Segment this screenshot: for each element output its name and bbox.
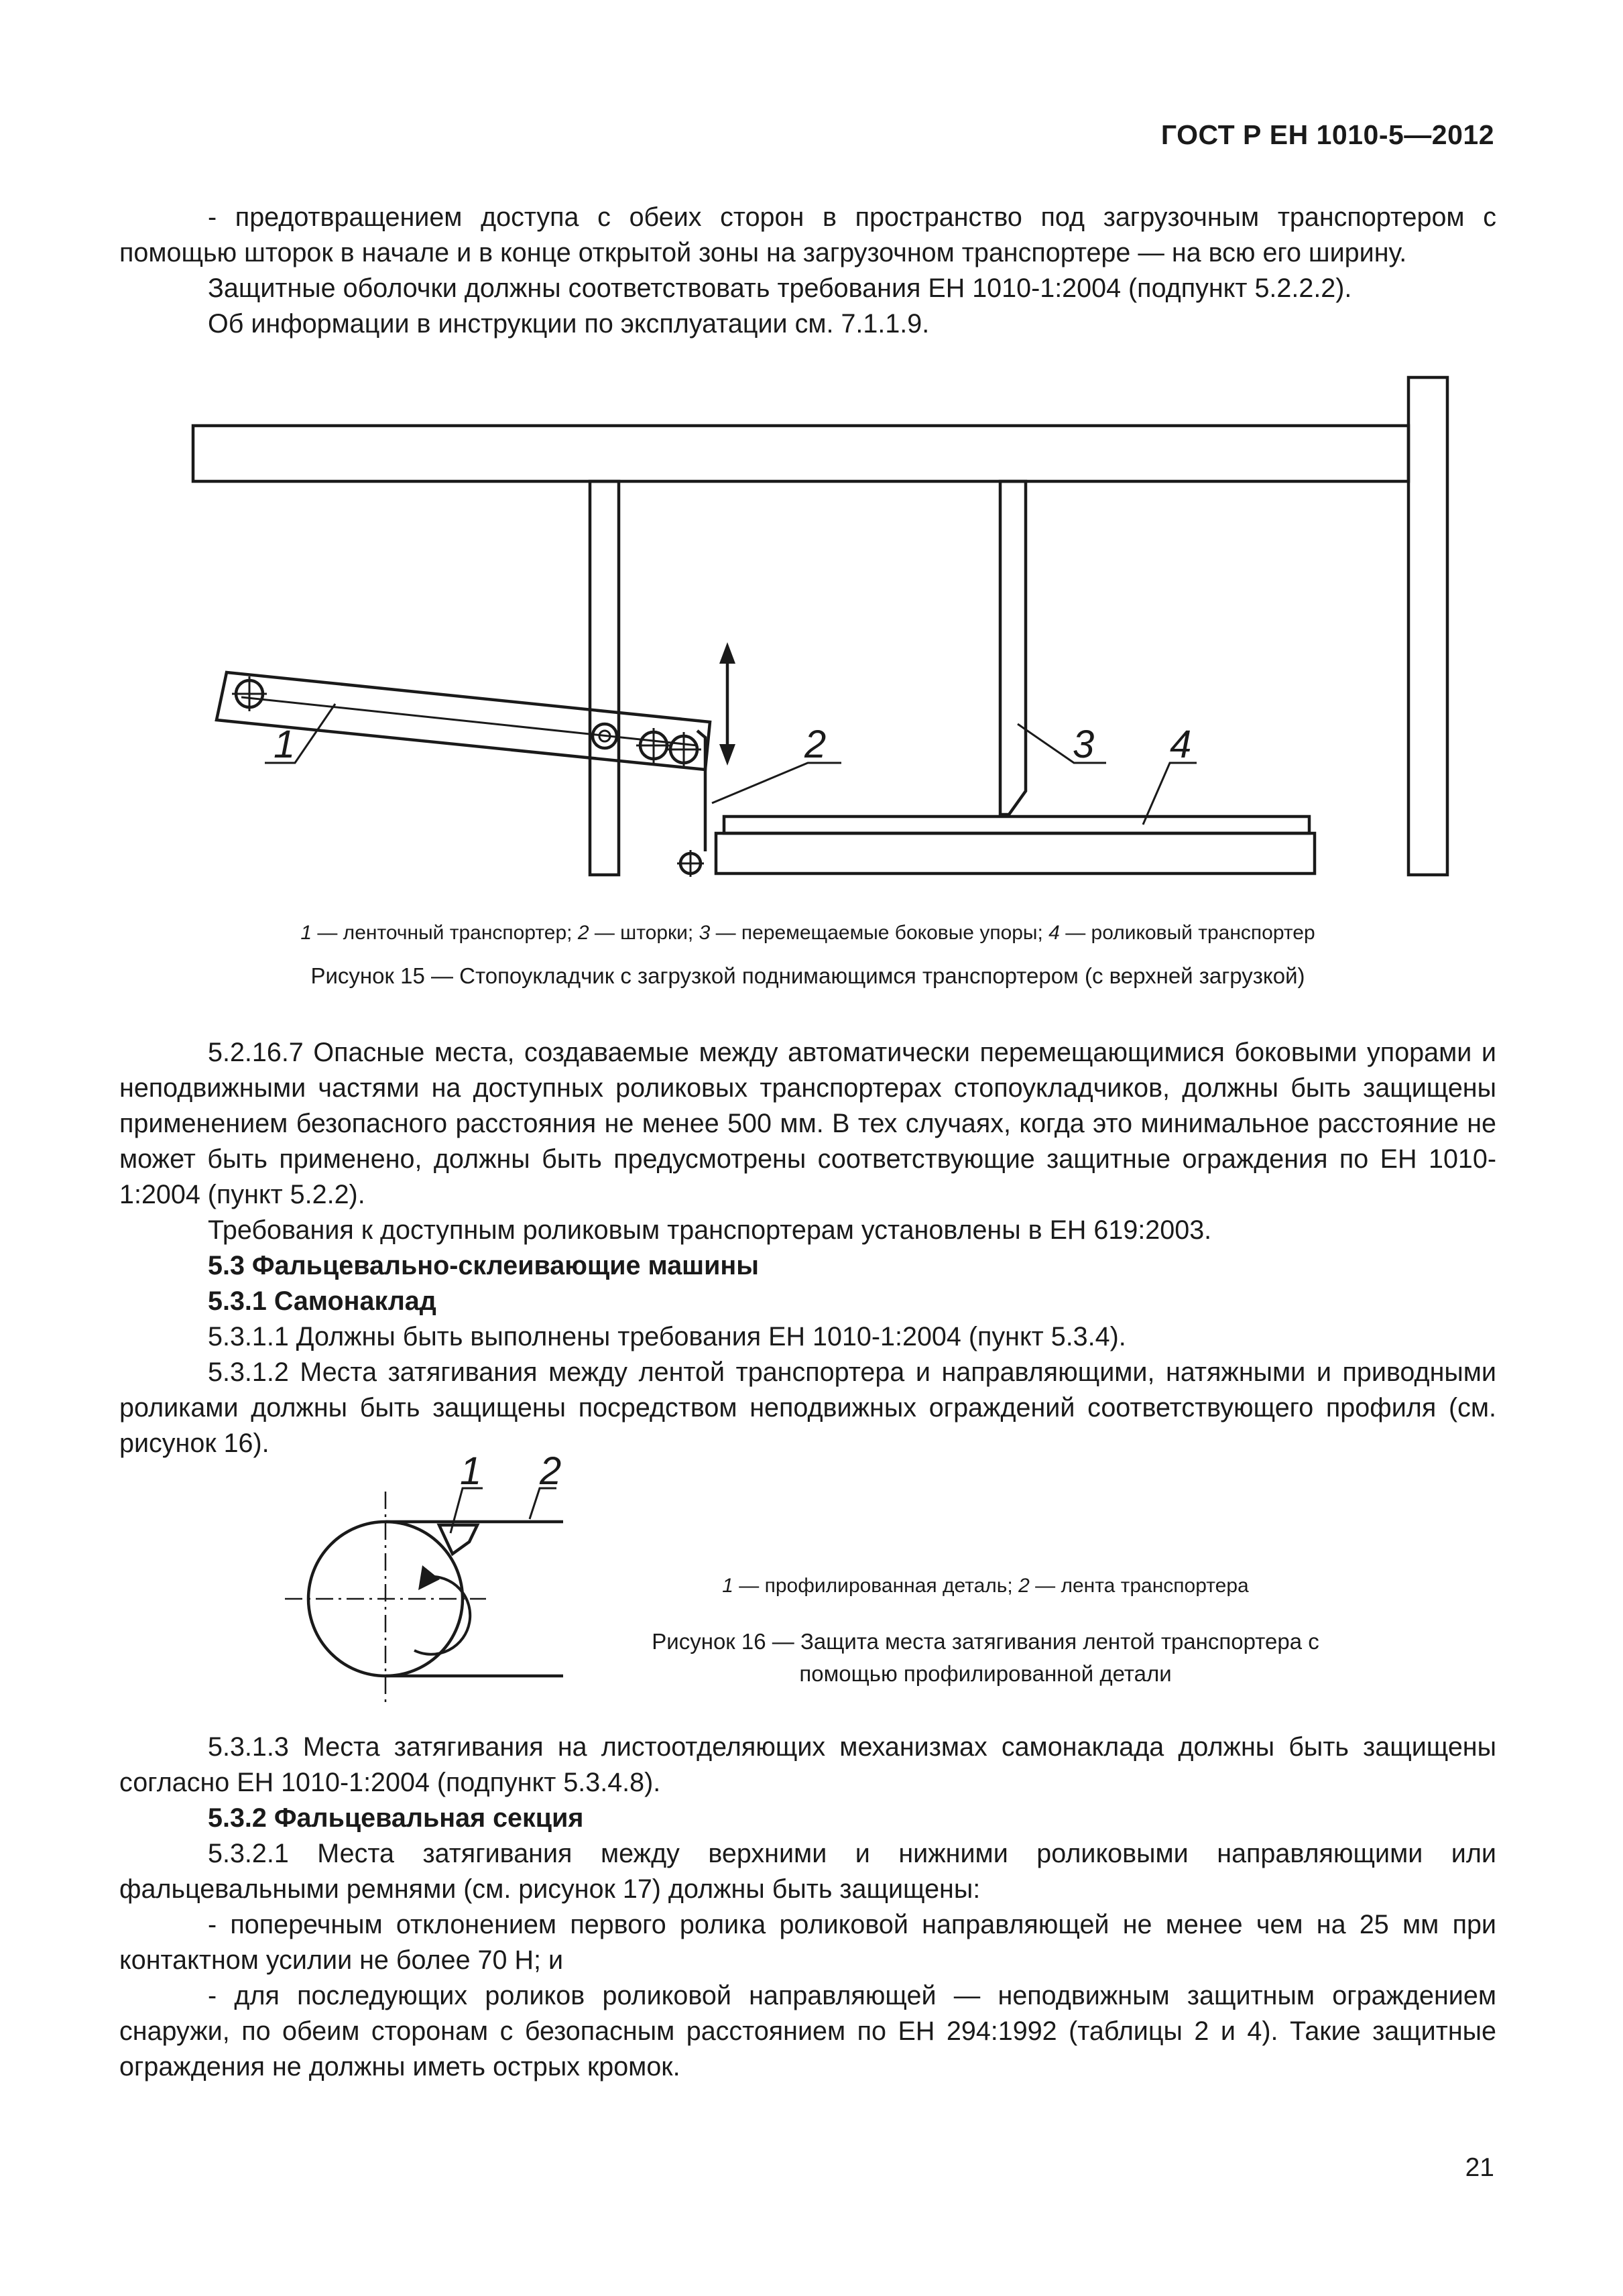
paragraph: - поперечным отклонением первого ролика роликовой направляющей не менее чем на 25 мм при контактном усилии не более 70 Н; и [119,1910,1496,1975]
paragraph: - для последующих роликов роликовой направляющей — неподвижным защитным ограждением снаружи, по обеим сторонам с безопасным расстоянием по ЕН 294:1992 (таблицы 2 и 4). Такие защитные ограждения не должны иметь острых кромок. [119,1981,1496,2081]
section-b [119,1730,1496,2085]
right-column [1408,377,1447,875]
belt-inner-line [241,697,697,745]
paragraph: 5.2.16.7 Опасные места, создаваемые между автоматически перемещающимися боковыми упорами и неподвижными частями на доступных роликовых транспортерах стопоукладчиков, должны быть защищены применением безопасного расстояния не менее 500 мм. В тех случаях, когда это минимальное расстояние не может быть применено, должны быть предусмотрены соответствующие защитные ограждения по ЕН 1010-1:2004 (пункт 5.2.2). [119,1038,1496,1209]
paragraph: Требования к доступным роликовым транспортерам установлены в ЕН 619:2003. [208,1215,1212,1245]
paragraph: Защитные оболочки должны соответствовать требования ЕН 1010-1:2004 (подпункт 5.2.2.2). [208,274,1352,303]
figure15-label-2: 2 [804,723,827,766]
section-heading: 5.3 Фальцевально-склеивающие машины [208,1251,759,1280]
figure15-key: 1 — ленточный транспортер; 2 — шторки; 3 — перемещаемые боковые упоры; 4 — роликовый транспортер [300,922,1315,944]
figure15-label-4: 4 [1170,723,1192,766]
document-header: ГОСТ Р ЕН 1010-5—2012 [1160,119,1494,150]
figure16-key: 1 — профилированная деталь; 2 — лента транспортера [722,1575,1249,1597]
figure16-caption: Рисунок 16 — Защита места затягивания лентой транспортера с помощью профилированной детали [652,1629,1319,1686]
figure-16-drawing [285,1449,563,1706]
paragraph: 5.3.2.1 Места затягивания между верхними и нижними роликовыми направляющими или фальцевальными ремнями (см. рисунок 17) должны быть защищены: [119,1839,1496,1904]
paragraph: 5.3.1.3 Места затягивания на листоотделяющих механизмах самонаклада должны быть защищены согласно ЕН 1010-1:2004 (подпункт 5.3.4.8). [119,1732,1496,1797]
figure15-caption: Рисунок 15 — Стопоукладчик с загрузкой поднимающимся транспортером (с верхней загрузкой) [310,963,1305,988]
figure-15-drawing [193,377,1447,877]
side-stop [1000,481,1026,814]
figure16-label-2: 2 [540,1449,562,1493]
leader-2 [712,763,841,803]
left-post [590,481,619,875]
section-heading: 5.3.1 Самонаклад [208,1286,436,1316]
section-heading: 5.3.2 Фальцевальная секция [208,1803,584,1833]
section-a [119,1035,1496,1461]
top-beam [193,426,1408,481]
page-number: 21 [1465,2153,1494,2182]
figure16-label-1: 1 [460,1449,482,1493]
figure15-label-1: 1 [274,723,296,766]
paragraph: Об информации в инструкции по эксплуатации см. 7.1.1.9. [208,309,930,339]
paragraph: 5.3.1.2 Места затягивания между лентой транспортера и направляющими, натяжными и приводными роликами должны быть защищены посредством неподвижных ограждений соответствующего профиля (см. рисунок 16). [119,1357,1496,1458]
figure15-label-3: 3 [1073,723,1095,766]
paragraph: 5.3.1.1 Должны быть выполнены требования ЕН 1010-1:2004 (пункт 5.3.4). [208,1322,1126,1351]
roller-conveyor-base [716,833,1315,873]
roller-conveyor-top [724,817,1309,833]
paragraph: - предотвращением доступа с обеих сторон в пространство под загрузочным транспортером с помощью шторок в начале и в конце открытой зоны на загрузочном транспортере — на всю его ширину. [119,202,1496,267]
